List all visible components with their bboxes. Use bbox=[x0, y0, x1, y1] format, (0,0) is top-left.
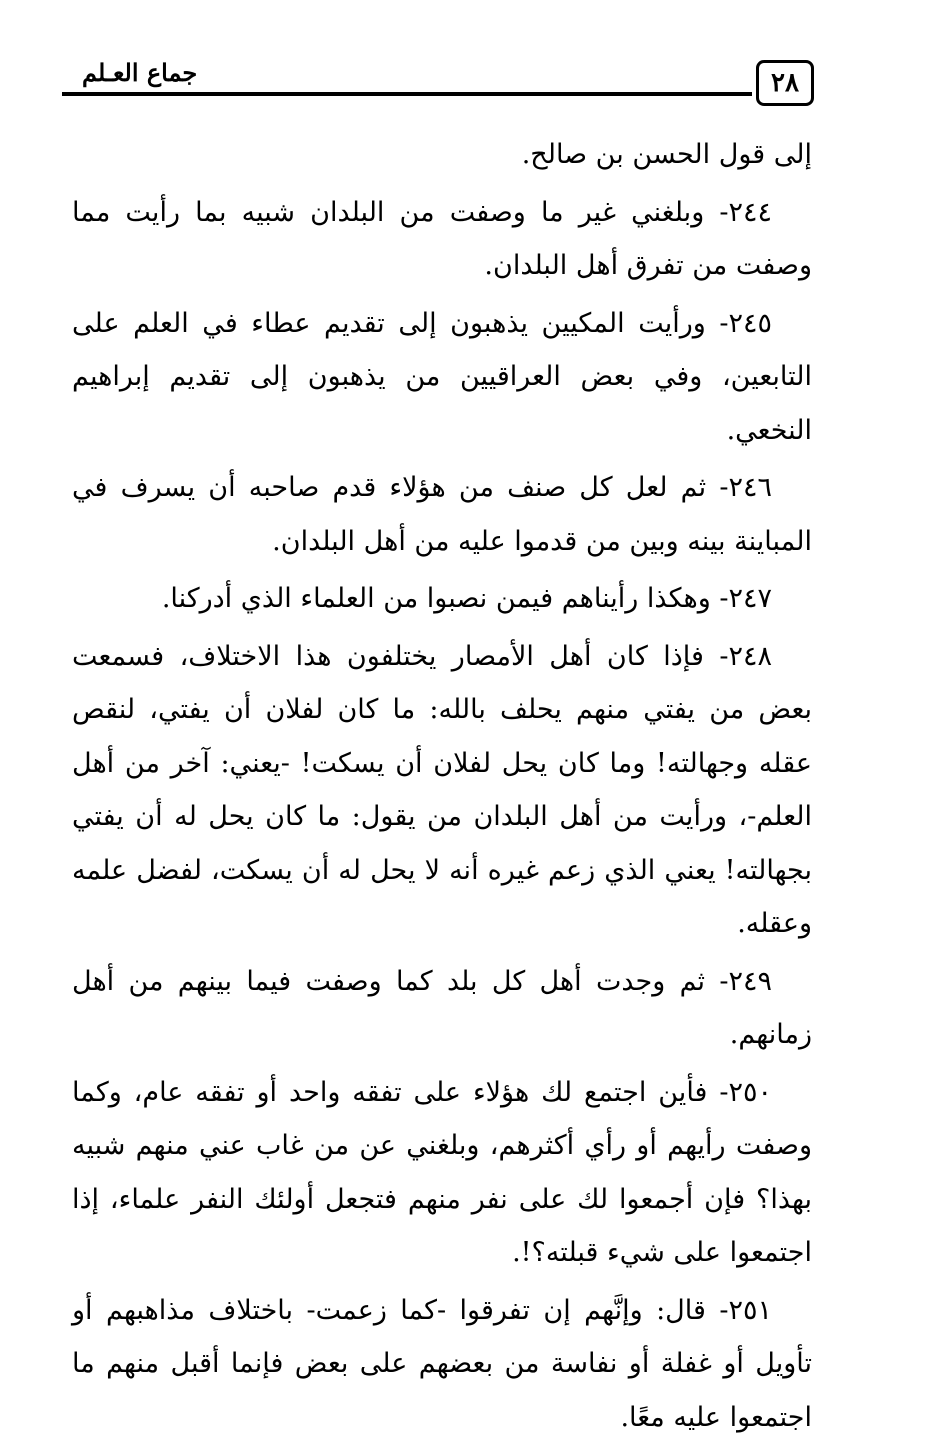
body-text bbox=[72, 128, 812, 1448]
paragraph: إلى قول الحسن بن صالح. bbox=[521, 139, 812, 170]
paragraph: ٢٥١- قال: وإنَّهم إن تفرقوا -كما زعمت- باختلاف مذاهبهم أو تأويل أو غفلة أو نفاسة من بعضهم على بعض فإنما أقبل منهم ما اجتمعوا عليه معًا. bbox=[72, 1294, 812, 1433]
paragraph: ٢٤٦- ثم لعل كل صنف من هؤلاء قدم صاحبه أن يسرف في المباينة بينه وبين من قدموا عليه من أهل البلدان. bbox=[72, 472, 812, 557]
paragraph: ٢٤٨- فإذا كان أهل الأمصار يختلفون هذا الاختلاف، فسمعت بعض من يفتي منهم يحلف بالله: ما كان لفلان أن يفتي، لنقص عقله وجهالته! وما كان يحل لفلان أن يسكت! -يعني: آخر من أهل العلم-، ورأيت من أهل البلدان من يقول: ما كان يحل له أن يفتي بجهالته! يعني الذي زعم غيره أنه لا يحل له أن يسكت، لفضل علمه وعقله. bbox=[72, 640, 812, 939]
paragraph: ٢٤٤- وبلغني غير ما وصفت من البلدان شبيه بما رأيت مما وصفت من تفرق أهل البلدان. bbox=[72, 196, 812, 281]
paragraph: ٢٤٧- وهكذا رأيناهم فيمن نصبوا من العلماء الذي أدركنا. bbox=[161, 583, 772, 614]
paragraph: ٢٥٠- فأين اجتمع لك هؤلاء على تفقه واحد أو تفقه عام، وكما وصفت رأيهم أو رأي أكثرهم، وبلغني عن من غاب عني منهم شبيه بهذا؟ فإن أجمعوا لك على نفر منهم فتجعل أولئك النفر علماء، إذا اجتمعوا على شيء قبلته؟!. bbox=[72, 1076, 812, 1268]
paragraph: ٢٤٥- ورأيت المكيين يذهبون إلى تقديم عطاء في العلم على التابعين، وفي بعض العراقيين من يذهبون إلى تقديم إبراهيم النخعي. bbox=[72, 307, 812, 446]
paragraph: ٢٤٩- ثم وجدت أهل كل بلد كما وصفت فيما بينهم من أهل زمانهم. bbox=[72, 965, 812, 1050]
page-header bbox=[62, 58, 814, 116]
header-rule bbox=[62, 92, 752, 96]
running-title: جماع العـلم bbox=[82, 58, 198, 87]
page-number: ٢٨ bbox=[756, 60, 814, 106]
